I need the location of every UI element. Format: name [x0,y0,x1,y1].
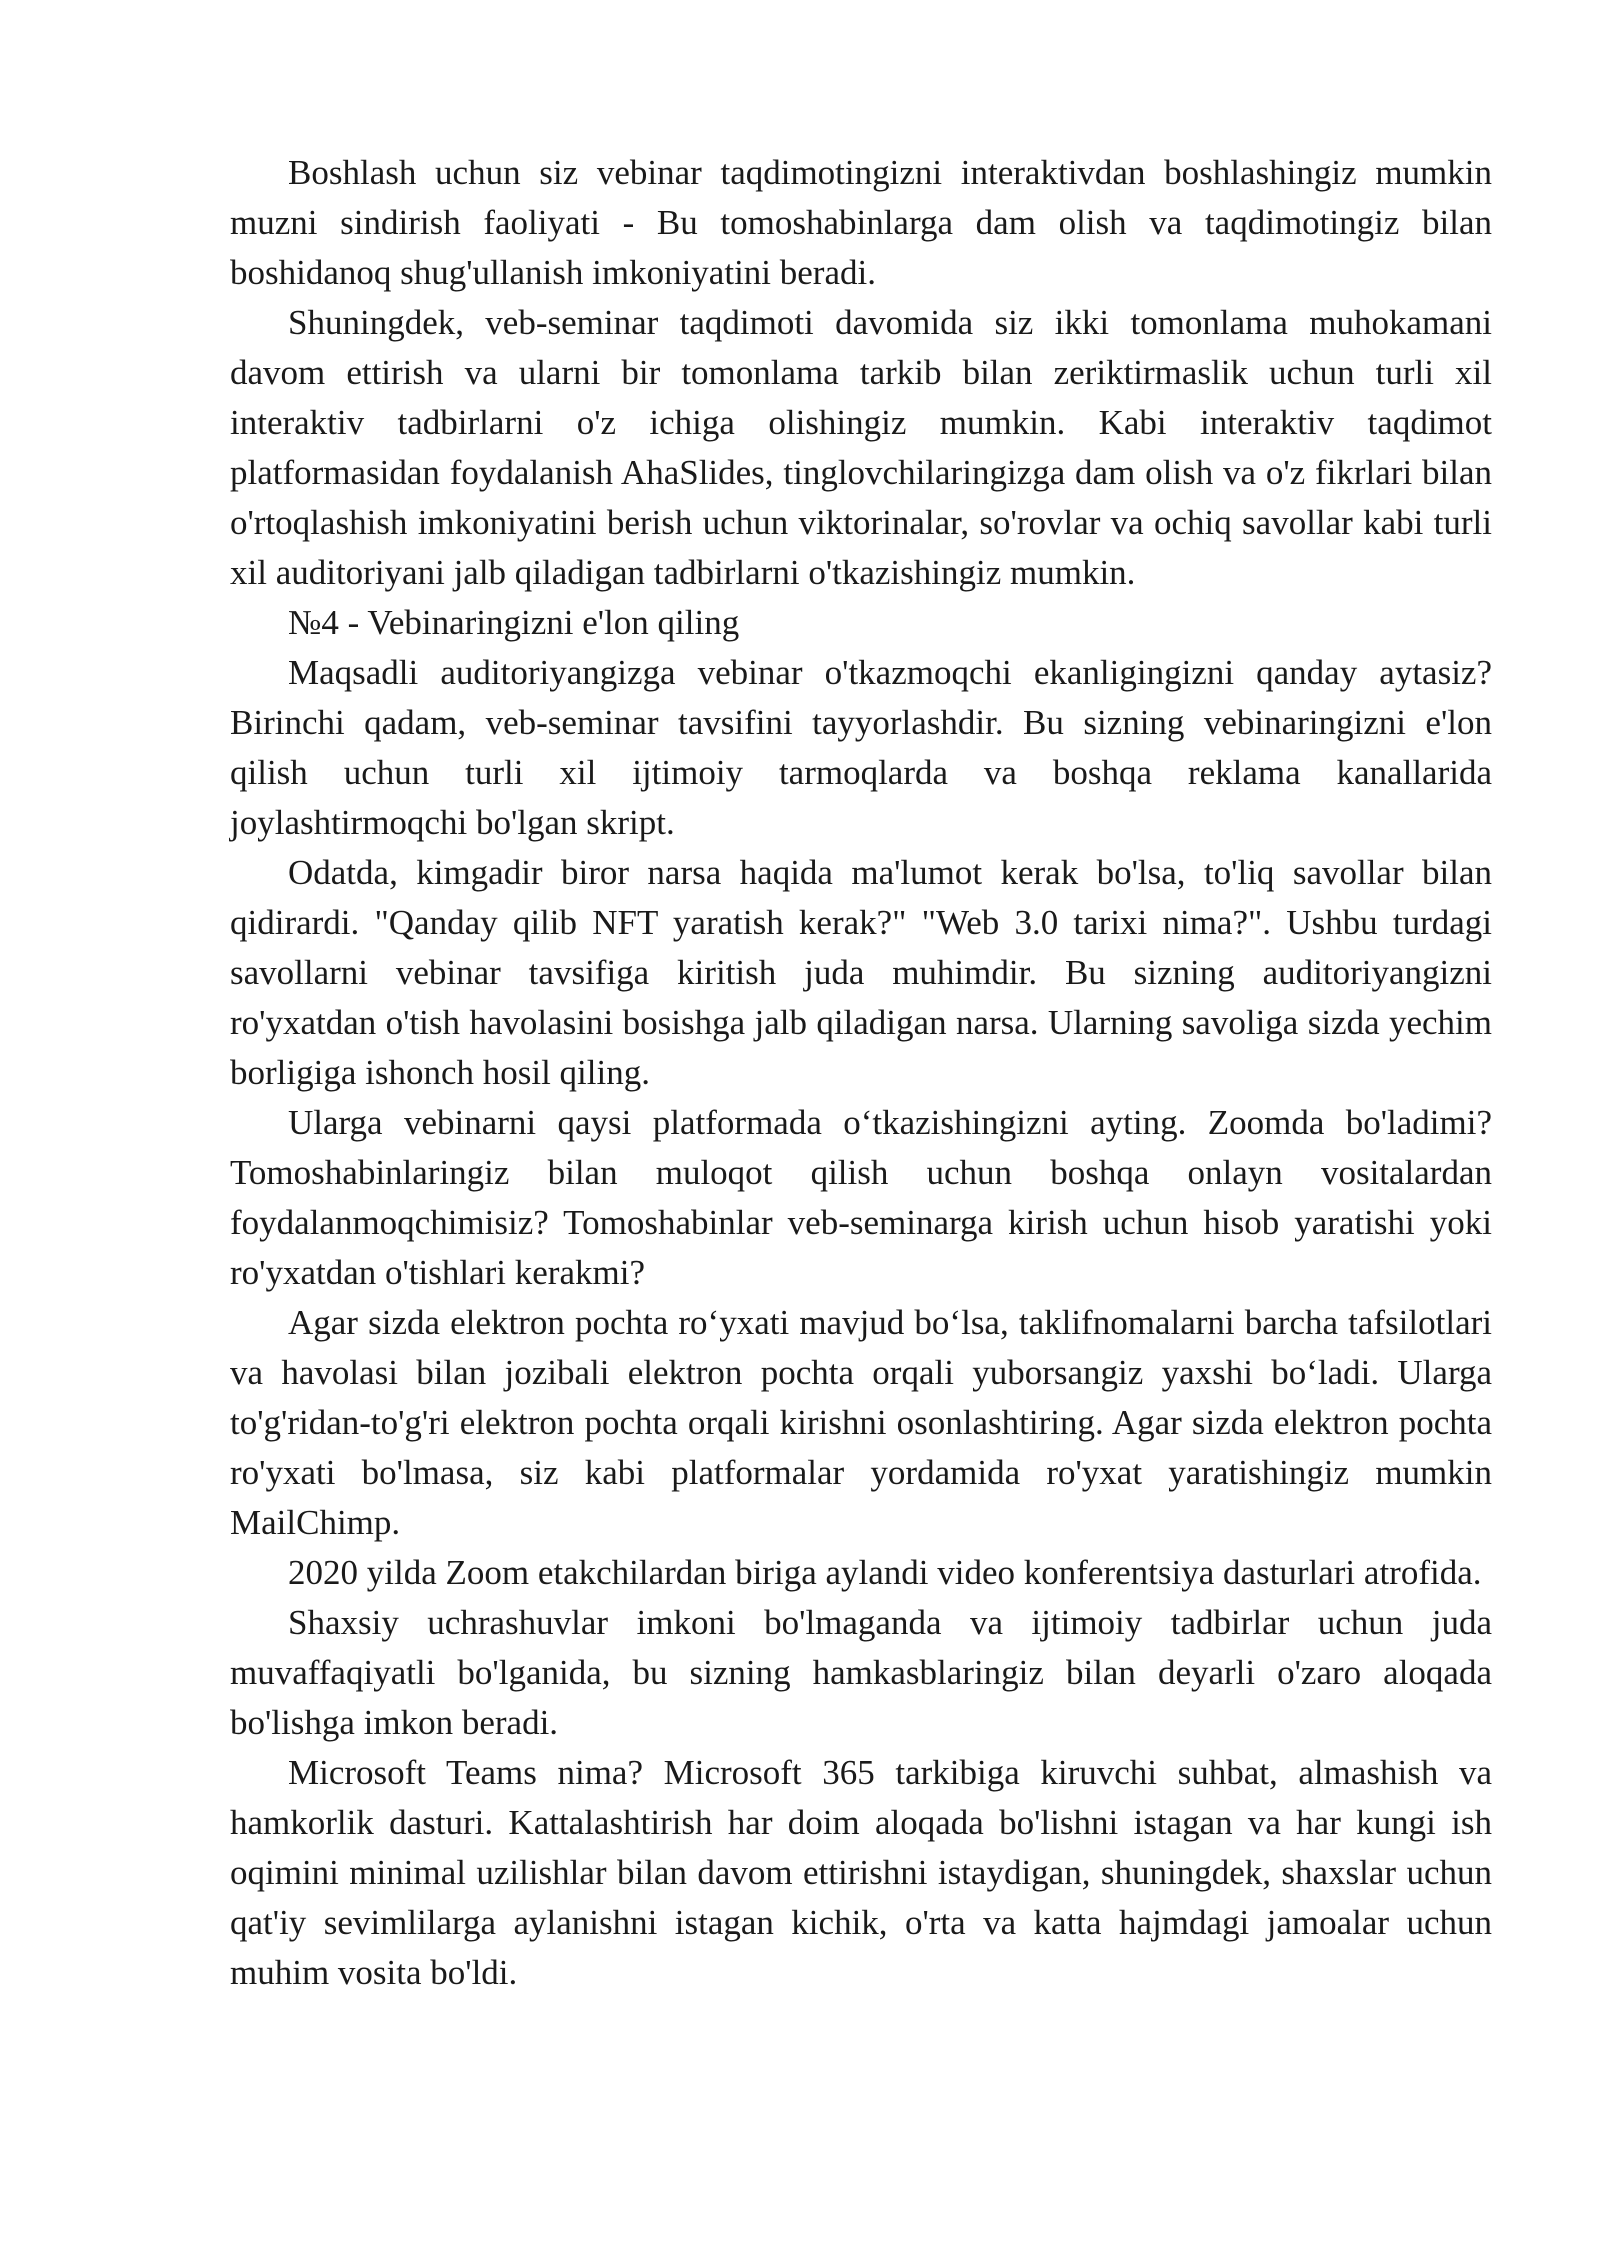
paragraph-target-audience: Maqsadli auditoriyangizga vebinar o'tkazmoqchi ekanligingizni qanday aytasiz? Birinchi qadam, veb-seminar tavsifini tayyorlashdir. Bu sizning vebinaringizni e'lon qilish uchun turli xil ijtimoiy tarmoqlarda va boshqa reklama kanallarida joylashtirmoqchi bo'lgan skript. [230,653,1492,842]
paragraph-zoom-2020: 2020 yilda Zoom etakchilardan biriga aylandi video konferentsiya dasturlari atrofida. [288,1553,1482,1592]
paragraph-email-list: Agar sizda elektron pochta roʻyxati mavjud boʻlsa, taklifnomalarni barcha tafsilotlari va havolasi bilan jozibali elektron pochta orqali yuborsangiz yaxshi boʻladi. Ularga to'g'ridan-to'g'ri elektron pochta orqali kirishni osonlashtiring. Agar sizda elektron pochta ro'yxati bo'lmasa, siz kabi platformalar yordamida ro'yxat yaratishingiz mumkin MailChimp. [230,1303,1492,1542]
paragraph-questions: Odatda, kimgadir biror narsa haqida ma'lumot kerak bo'lsa, to'liq savollar bilan qidirardi. "Qanday qilib NFT yaratish kerak?" "Web 3.0 tarixi nima?". Ushbu turdagi savollarni vebinar tavsifiga kiritish juda muhimdir. Bu sizning auditoriyangizni ro'yxatdan o'tish havolasini bosishga jalb qiladigan narsa. Ularning savoliga sizda yechim borligiga ishonch hosil qiling. [230,853,1492,1092]
section-heading-announce: №4 - Vebinaringizni e'lon qiling [288,603,740,642]
paragraph-icebreaker: Boshlash uchun siz vebinar taqdimotingizni interaktivdan boshlashingiz mumkin muzni sindirish faoliyati - Bu tomoshabinlarga dam olish va taqdimotingiz bilan boshidanoq shug'ullanish imkoniyatini beradi. [230,153,1492,292]
paragraph-microsoft-teams: Microsoft Teams nima? Microsoft 365 tarkibiga kiruvchi suhbat, almashish va hamkorlik dasturi. Kattalashtirish har doim aloqada bo'lishni istagan va har kungi ish oqimini minimal uzilishlar bilan davom ettirishni istaydigan, shuningdek, shaxslar uchun qat'iy sevimlilarga aylanishni istagan kichik, o'rta va katta hajmdagi jamoalar uchun muhim vosita bo'ldi. [230,1753,1492,1992]
paragraph-interactive-activities: Shuningdek, veb-seminar taqdimoti davomida siz ikki tomonlama muhokamani davom ettirish va ularni bir tomonlama tarkib bilan zeriktirmaslik uchun turli xil interaktiv tadbirlarni o'z ichiga olishingiz mumkin. Kabi interaktiv taqdimot platformasidan foydalanish AhaSlides, tinglovchilaringizga dam olish va o'z fikrlari bilan o'rtoqlashish imkoniyatini berish uchun viktorinalar, so'rovlar va ochiq savollar kabi turli xil auditoriyani jalb qiladigan tadbirlarni o'tkazishingiz mumkin. [230,303,1492,592]
paragraph-personal-meetings: Shaxsiy uchrashuvlar imkoni bo'lmaganda va ijtimoiy tadbirlar uchun juda muvaffaqiyatli bo'lganida, bu sizning hamkasblaringiz bilan deyarli o'zaro aloqada bo'lishga imkon beradi. [230,1603,1492,1742]
document-body [230,148,1492,1998]
paragraph-platform: Ularga vebinarni qaysi platformada oʻtkazishingizni ayting. Zoomda bo'ladimi? Tomoshabinlaringiz bilan muloqot qilish uchun boshqa onlayn vositalardan foydalanmoqchimisiz? Tomoshabinlar veb-seminarga kirish uchun hisob yaratishi yoki ro'yxatdan o'tishlari kerakmi? [230,1103,1492,1292]
